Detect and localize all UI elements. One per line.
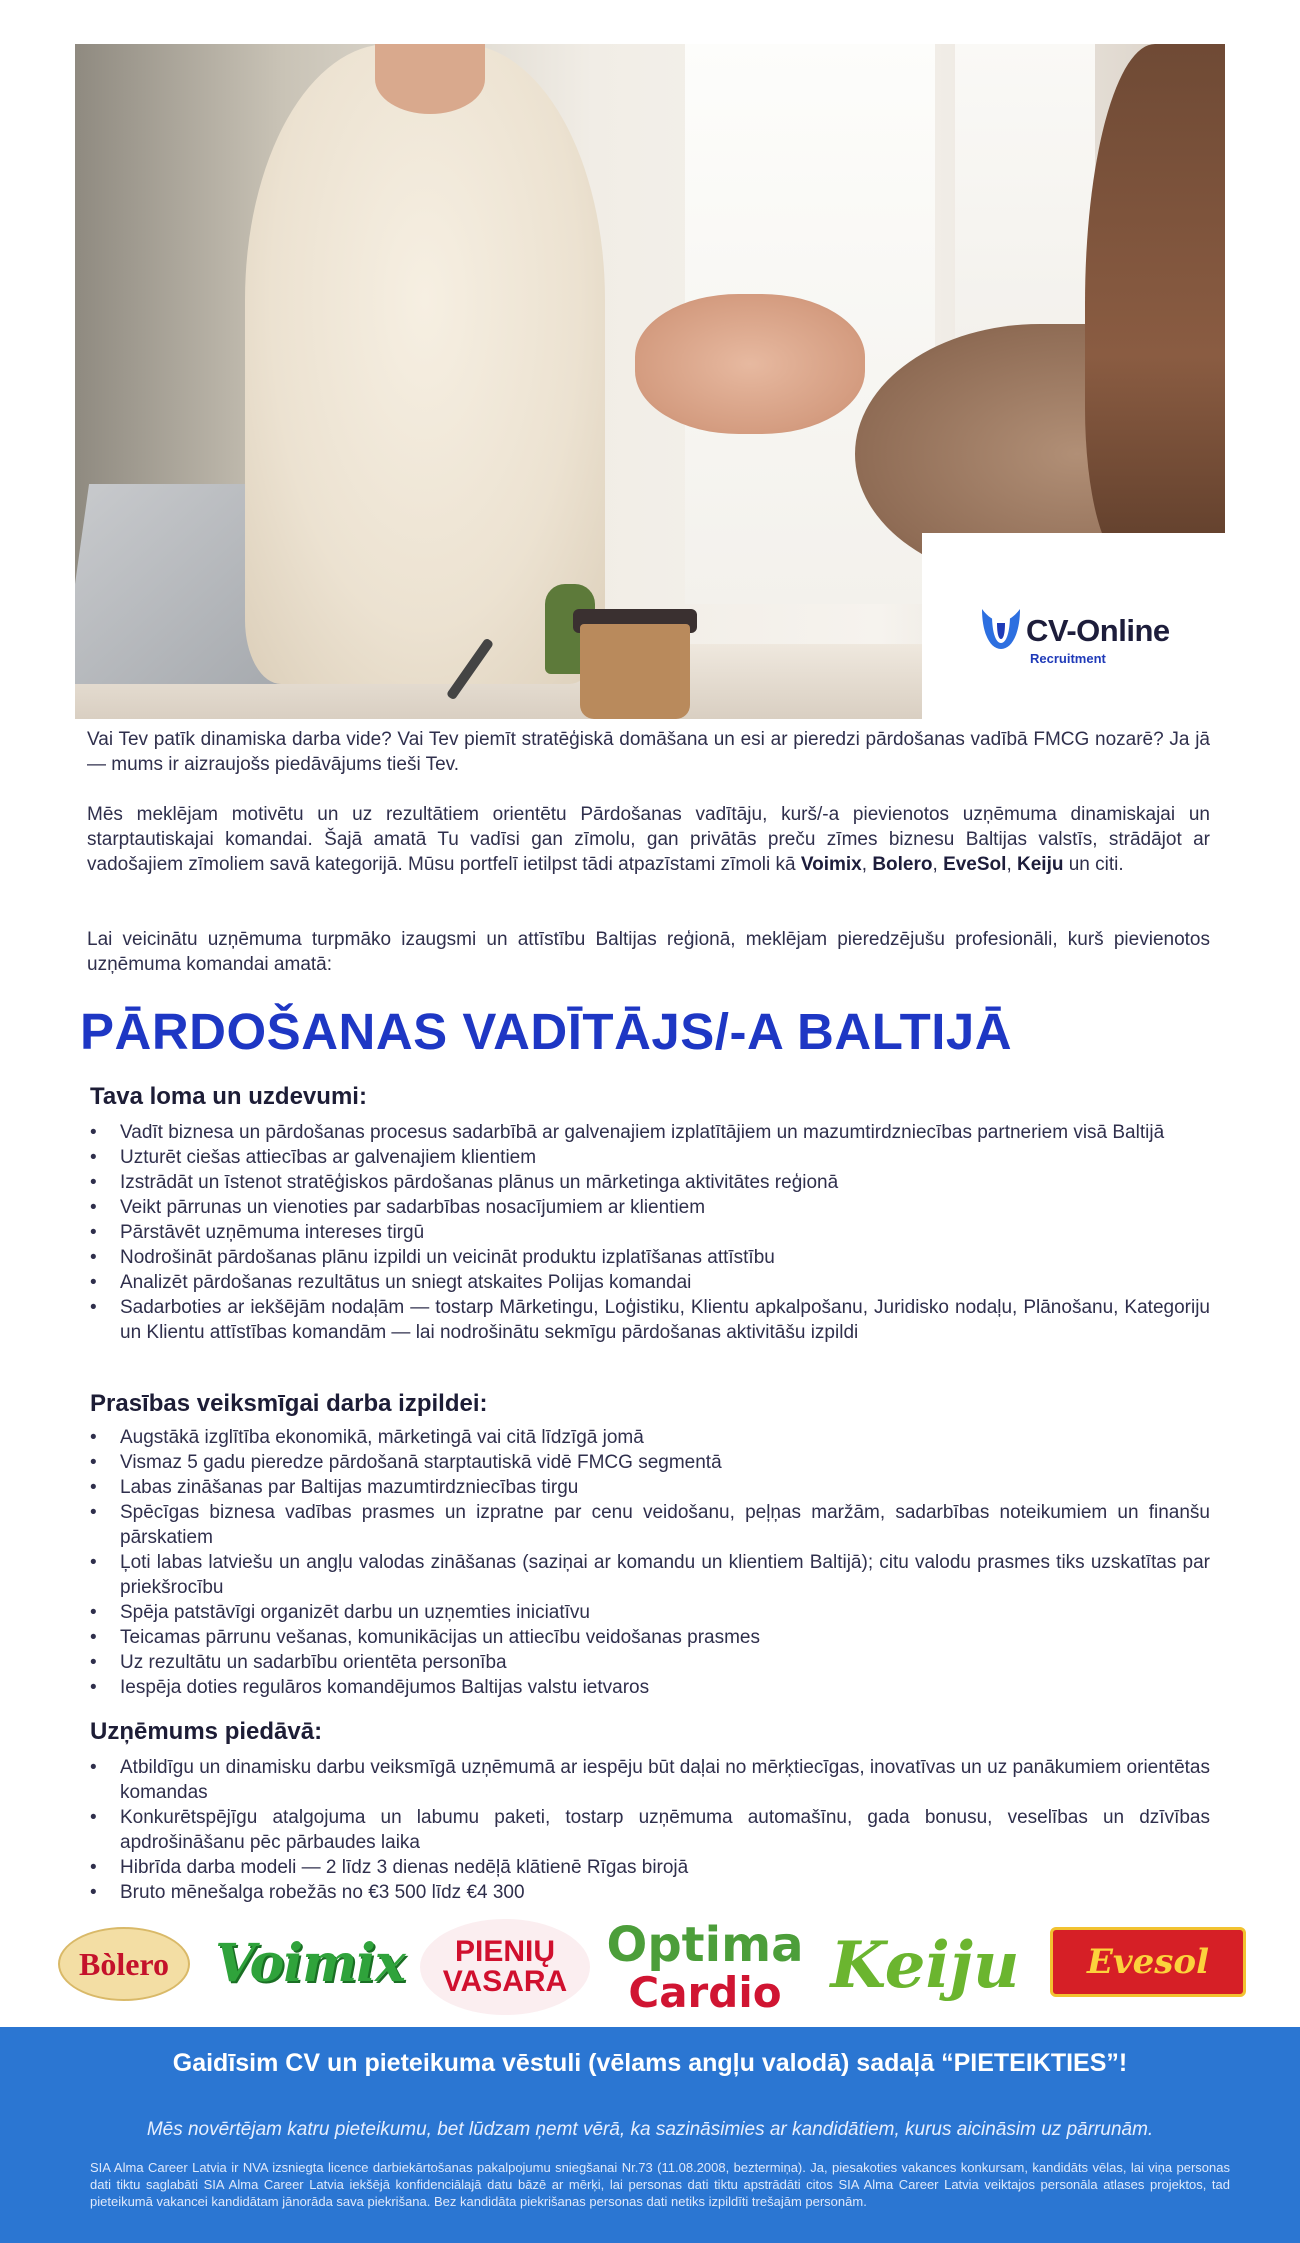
intro-sep: ,	[932, 854, 944, 875]
cv-online-logo	[922, 533, 1225, 719]
requirements-list	[90, 1425, 1210, 1700]
intro-sep: ,	[1006, 854, 1017, 875]
list-item: • Hibrīda darba modeli — 2 līdz 3 dienas nedēļā klātienē Rīgas birojā	[90, 1855, 1210, 1880]
list-item: • Uzturēt ciešas attiecības ar galvenajiem klientiem	[90, 1145, 1210, 1170]
section-heading-offer: Uzņēmums piedāvā:	[90, 1718, 323, 1745]
list-item: • Uz rezultātu un sadarbību orientēta personība	[90, 1650, 1210, 1675]
brand-mention-keiju: Keiju	[1017, 854, 1064, 875]
list-item: • Bruto mēnešalga robežās no €3 500 līdz €4 300	[90, 1880, 1210, 1905]
bolero-logo-text: Bòlero	[78, 1945, 170, 1982]
voimix-logo-text: Voimix	[215, 1932, 405, 1994]
brand-mention-evesol: EveSol	[943, 854, 1007, 875]
intro-paragraph-1: Vai Tev patīk dinamiska darba vide? Vai Tev piemīt stratēģiskā domāšana un esi ar pieredzi pārdošanas vadībā FMCG nozarē? Ja jā — mums ir aizraujošs piedāvājums tieši Tev.	[87, 729, 1210, 775]
keiju-logo-text: Keiju	[830, 1927, 1020, 2003]
list-item: • Vadīt biznesa un pārdošanas procesus sadarbībā ar galvenajiem izplatītājiem un mazumtirdzniecības partneriem visā Baltijā	[90, 1120, 1210, 1145]
brand-logos	[0, 1915, 1300, 2025]
cv-online-logo-icon	[978, 603, 1024, 653]
intro-paragraph-3: Lai veicinātu uzņēmuma turpmāko izaugsmi un attīstību Baltijas reģionā, meklējam pieredzējušu profesionāli, kurš pievienotos uzņēmuma komandai amatā:	[87, 929, 1210, 975]
intro-paragraph-2	[87, 802, 1210, 877]
intro-p2-text: Mēs meklējam motivētu un uz rezultātiem orientētu Pārdošanas vadītāju, kurš/-a pievienotos uzņēmuma dinamiskajai un starptautiskajai komandai. Šajā amatā Tu vadīsi gan zīmolu, gan privātās preču zīmes biznesu Baltijas valstīs, strādājot ar vadošajiem zīmoliem savā kategorijā. Mūsu portfelī ietilpst tādi atpazīstami zīmoli kā	[87, 804, 1210, 875]
list-item: • Analizēt pārdošanas rezultātus un sniegt atskaites Polijas komandai	[90, 1270, 1210, 1295]
cardio-logo-text: Cardio	[628, 1968, 782, 2017]
list-item: • Teicamas pārrunu vešanas, komunikācijas un attiecību veidošanas prasmes	[90, 1625, 1210, 1650]
brand-mention-bolero: Bolero	[872, 854, 933, 875]
footer-note: Mēs novērtējam katru pieteikumu, bet lūdzam ņemt vērā, ka sazināsimies ar kandidātiem, kurus aicināsim uz pārrunām.	[146, 2119, 1154, 2140]
section-heading-responsibilities: Tava loma un uzdevumi:	[90, 1083, 367, 1110]
vasara-logo-text: VASARA	[442, 1965, 568, 1998]
pieniu-logo-text: PIENIŲ	[454, 1935, 556, 1968]
list-item: • Spēja patstāvīgi organizēt darbu un uzņemties iniciatīvu	[90, 1600, 1210, 1625]
evesol-logo	[1050, 1927, 1246, 1997]
keiju-logo	[830, 1919, 1020, 2011]
list-item: • Sadarboties ar iekšējām nodaļām — tostarp Mārketingu, Loģistiku, Klientu apkalpošanu, Juridisko nodaļu, Plānošanu, Kategoriju un Klientu attīstības komandām — lai nodrošinātu sekmīgu pārdošanas aktivitāšu izpildi	[90, 1295, 1210, 1345]
voimix-logo	[210, 1923, 410, 2003]
list-item: • Veikt pārrunas un vienoties par sadarbības nosacījumiem ar klientiem	[90, 1195, 1210, 1220]
list-item: • Iespēja doties regulāros komandējumos Baltijas valstu ietvaros	[90, 1675, 1210, 1700]
logo-subtitle: Recruitment	[1030, 651, 1106, 666]
list-item: • Konkurētspējīgu atalgojuma un labumu paketi, tostarp uzņēmuma automašīnu, gada bonusu, veselības un dzīvības apdrošināšanu pēc pārbaudes laika	[90, 1805, 1210, 1855]
pieniu-vasara-logo	[420, 1919, 590, 2015]
brand-mention-voimix: Voimix	[800, 854, 862, 875]
list-item: • Vismaz 5 gadu pieredze pārdošanā starptautiskā vidē FMCG segmentā	[90, 1450, 1210, 1475]
list-item: • Spēcīgas biznesa vadības prasmes un izpratne par cenu veidošanu, peļņas maržām, sadarbības noteikumiem un finanšu pārskatiem	[90, 1500, 1210, 1550]
hero-handshake	[635, 294, 865, 434]
section-heading-requirements: Prasības veiksmīgai darba izpildei:	[90, 1390, 488, 1417]
hero-hair	[1085, 44, 1225, 564]
offer-list	[90, 1755, 1210, 1905]
intro-p2-end: un citi.	[1063, 854, 1124, 875]
job-title: PĀRDOŠANAS VADĪTĀJS/-A BALTIJĀ	[80, 1003, 1013, 1060]
list-item: • Labas zināšanas par Baltijas mazumtirdzniecības tirgu	[90, 1475, 1210, 1500]
responsibilities-list	[90, 1120, 1210, 1345]
bolero-logo	[58, 1927, 190, 2001]
hero-neck	[375, 44, 485, 114]
intro-sep: ,	[861, 854, 873, 875]
evesol-logo-text: Evesol	[1086, 1942, 1210, 1982]
optima-cardio-logo	[605, 1915, 805, 2021]
list-item: • Ļoti labas latviešu un angļu valodas zināšanas (saziņai ar komandu un klientiem Baltijā); citu valodu prasmes tiks uzskatītas par priekšrocību	[90, 1550, 1210, 1600]
logo-name: CV-Online	[1026, 613, 1170, 648]
list-item: • Augstākā izglītība ekonomikā, mārketingā vai citā līdzīgā jomā	[90, 1425, 1210, 1450]
footer-banner	[0, 2027, 1300, 2243]
optima-logo-text: Optima	[606, 1917, 804, 1973]
list-item: • Izstrādāt un īstenot stratēģiskos pārdošanas plānus un mārketinga aktivitātes reģionā	[90, 1170, 1210, 1195]
list-item: • Pārstāvēt uzņēmuma intereses tirgū	[90, 1220, 1210, 1245]
footer-headline: Gaidīsim CV un pieteikuma vēstuli (vēlams angļu valodā) sadaļā “PIETEIKTIES”!	[172, 2049, 1128, 2077]
list-item: • Atbildīgu un dinamisku darbu veiksmīgā uzņēmumā ar iespēju būt daļai no mērķtiecīgas, inovatīvas un uz panākumiem orientētas komandas	[90, 1755, 1210, 1805]
footer-legal: SIA Alma Career Latvia ir NVA izsniegta licence darbiekārtošanas pakalpojumu sniegšanai Nr.73 (11.08.2008, beztermiņa). Ja, piesakoties vakances konkursam, kandidāts vēlas, lai viņa personas dati tiktu saglabāti SIA Alma Career Latvia iekšējā konfidenciālajā datu bāzē ar mērķi, lai personas dati tiktu apstrādāti citos SIA Alma Career Latvia veiktajos personāla atlases projektos, tad pieteikumā vakancei kandidātam jānorāda sava piekrišana. Bez kandidāta piekrišanas personas dati netiks izpildīti trešajām personām.	[90, 2160, 1230, 2209]
list-item: • Nodrošināt pārdošanas plānu izpildi un veicināt produktu izplatīšanas attīstību	[90, 1245, 1210, 1270]
hero-coffee-cup	[580, 624, 690, 719]
